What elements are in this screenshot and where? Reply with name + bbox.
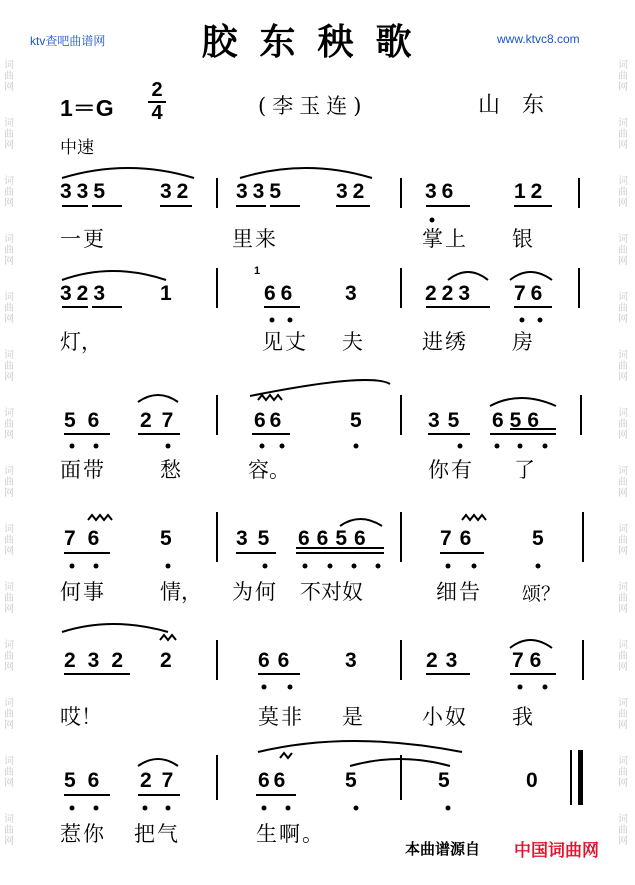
watermark-text: 词曲网 bbox=[618, 60, 628, 93]
note-group: 5 bbox=[345, 769, 357, 792]
octave-dot bbox=[538, 318, 543, 323]
slur bbox=[490, 398, 556, 406]
key-signature: 1＝G bbox=[60, 95, 114, 121]
octave-dot bbox=[263, 564, 268, 569]
octave-dot bbox=[520, 318, 525, 323]
lyric: 为何 bbox=[232, 580, 278, 604]
lyric: 一更 bbox=[60, 227, 106, 251]
header-left-link[interactable]: ktv查吧曲谱网 bbox=[30, 34, 106, 48]
octave-dot bbox=[70, 444, 75, 449]
octave-dot bbox=[143, 806, 148, 811]
watermark-text: 词曲网 bbox=[4, 118, 14, 151]
lyric: 把气 bbox=[134, 822, 180, 846]
lyric: 里来 bbox=[232, 227, 278, 251]
watermark-text: 词曲网 bbox=[4, 582, 14, 615]
watermark-text: 词曲网 bbox=[4, 814, 14, 847]
watermark-text: 词曲网 bbox=[4, 640, 14, 673]
octave-dot bbox=[354, 806, 359, 811]
note-group: 32 bbox=[336, 180, 370, 203]
octave-dot bbox=[70, 564, 75, 569]
slur bbox=[62, 168, 194, 178]
note-group: 335 bbox=[236, 180, 287, 203]
slur bbox=[250, 380, 390, 396]
note-group: 0 bbox=[526, 769, 538, 792]
lyric: 愁 bbox=[160, 458, 181, 482]
tempo-marking: 中速 bbox=[60, 138, 94, 158]
octave-dot bbox=[280, 444, 285, 449]
lyric: 莫非 bbox=[258, 705, 304, 729]
note-group: 27 bbox=[140, 409, 184, 432]
note-group: 76 bbox=[514, 282, 548, 305]
octave-dot bbox=[328, 564, 333, 569]
note-group: 12 bbox=[514, 180, 548, 203]
time-signature-bottom: 4 bbox=[148, 101, 166, 124]
watermark-text: 词曲网 bbox=[4, 756, 14, 789]
lyric: 容。 bbox=[248, 458, 290, 482]
lyric: 情， bbox=[160, 580, 202, 604]
watermark-text: 词曲网 bbox=[618, 756, 628, 789]
octave-dot bbox=[166, 806, 171, 811]
note-group: 2 bbox=[160, 649, 172, 672]
watermark-text: 词曲网 bbox=[618, 408, 628, 441]
lyric: 是 bbox=[342, 705, 363, 729]
watermark-text: 词曲网 bbox=[4, 350, 14, 383]
slur bbox=[258, 741, 462, 752]
note-group: 66 bbox=[258, 649, 298, 672]
note-group: 223 bbox=[425, 282, 476, 305]
octave-dot bbox=[376, 564, 381, 569]
note-group: 27 bbox=[140, 769, 184, 792]
lyric: 颂？ bbox=[522, 583, 561, 605]
note-group: 56 bbox=[64, 409, 112, 432]
watermark-text: 词曲网 bbox=[4, 524, 14, 557]
lyric: 何事 bbox=[60, 580, 106, 604]
octave-dot bbox=[286, 806, 291, 811]
lyric: 见丈 bbox=[262, 330, 308, 354]
source-site-link[interactable]: 中国词曲网 bbox=[514, 841, 599, 861]
slur bbox=[448, 272, 488, 280]
lyric: 细告 bbox=[436, 580, 482, 604]
octave-dot bbox=[458, 444, 463, 449]
mordent bbox=[160, 635, 176, 640]
note-group: 5 bbox=[438, 769, 450, 792]
note-group: 6656 bbox=[298, 527, 373, 550]
lyric: 灯， bbox=[60, 330, 102, 354]
octave-dot bbox=[288, 685, 293, 690]
watermark-text: 词曲网 bbox=[618, 118, 628, 151]
watermark-text: 词曲网 bbox=[4, 234, 14, 267]
lyric: 银 bbox=[512, 227, 533, 251]
note-group: 656 bbox=[492, 409, 546, 432]
lyric: 小奴 bbox=[422, 705, 468, 729]
note-group: 76 bbox=[64, 527, 112, 550]
watermark-text: 词曲网 bbox=[4, 408, 14, 441]
octave-dot bbox=[166, 564, 171, 569]
note-group: 3 bbox=[345, 282, 357, 305]
watermark-text: 词曲网 bbox=[4, 698, 14, 731]
note-group: 3 bbox=[345, 649, 357, 672]
watermark-text: 词曲网 bbox=[618, 640, 628, 673]
watermark-text: 词曲网 bbox=[4, 176, 14, 209]
lyric: 不对奴 bbox=[300, 580, 363, 604]
note-group: 66 bbox=[264, 282, 298, 305]
watermark-text: 词曲网 bbox=[4, 292, 14, 325]
octave-dot bbox=[536, 564, 541, 569]
octave-dot bbox=[495, 444, 500, 449]
watermark-text: 词曲网 bbox=[618, 350, 628, 383]
mordent bbox=[88, 515, 112, 520]
octave-dot bbox=[166, 444, 171, 449]
mordent bbox=[462, 515, 486, 520]
lyric: 房 bbox=[512, 330, 533, 354]
song-title: 胶东秧歌 bbox=[201, 21, 434, 63]
watermark-text: 词曲网 bbox=[618, 582, 628, 615]
octave-dot bbox=[543, 685, 548, 690]
note-group: 66 bbox=[254, 409, 286, 432]
slur bbox=[240, 168, 372, 178]
slur bbox=[138, 395, 178, 402]
note-group: 335 bbox=[60, 180, 111, 203]
octave-dot bbox=[94, 564, 99, 569]
mordent bbox=[280, 753, 292, 758]
note-group: 5 bbox=[160, 527, 172, 550]
note-group: 76 bbox=[512, 649, 548, 672]
watermark-text: 词曲网 bbox=[618, 466, 628, 499]
grace-note: 1 bbox=[254, 265, 261, 277]
note-group: 76 bbox=[440, 527, 480, 550]
note-group: 5 bbox=[350, 409, 362, 432]
octave-dot bbox=[288, 318, 293, 323]
octave-dot bbox=[94, 806, 99, 811]
octave-dot bbox=[430, 218, 435, 223]
watermark-text: 词曲网 bbox=[618, 234, 628, 267]
lyric: 夫 bbox=[342, 330, 363, 354]
slur bbox=[138, 759, 178, 766]
lyric: 生啊。 bbox=[256, 822, 325, 846]
octave-dot bbox=[70, 806, 75, 811]
lyric: 你有 bbox=[428, 458, 474, 482]
source-label: 本曲谱源自 bbox=[405, 840, 481, 858]
watermark-text: 词曲网 bbox=[4, 60, 14, 93]
octave-dot bbox=[354, 444, 359, 449]
credit: (李玉连) bbox=[258, 94, 368, 118]
lyric: 进绣 bbox=[422, 330, 468, 354]
octave-dot bbox=[260, 444, 265, 449]
watermark-text: 词曲网 bbox=[618, 698, 628, 731]
slur bbox=[510, 272, 552, 280]
note-group: 323 bbox=[60, 282, 111, 305]
watermark-text: 词曲网 bbox=[4, 466, 14, 499]
note-group: 36 bbox=[425, 180, 459, 203]
lyric: 掌上 bbox=[422, 227, 468, 251]
octave-dot bbox=[518, 685, 523, 690]
octave-dot bbox=[94, 444, 99, 449]
note-group: 23 bbox=[426, 649, 466, 672]
octave-dot bbox=[446, 564, 451, 569]
octave-dot bbox=[262, 806, 267, 811]
origin: 山东 bbox=[478, 93, 567, 118]
octave-dot bbox=[446, 806, 451, 811]
lyric: 面带 bbox=[60, 458, 106, 482]
slur bbox=[340, 519, 382, 526]
note-group: 35 bbox=[428, 409, 468, 432]
lyric: 我 bbox=[512, 705, 533, 729]
watermark-text: 词曲网 bbox=[618, 524, 628, 557]
note-group: 5 bbox=[532, 527, 544, 550]
note-group: 1 bbox=[160, 282, 172, 305]
octave-dot bbox=[303, 564, 308, 569]
header-right-link[interactable]: www.ktvc8.com bbox=[497, 32, 580, 46]
slur bbox=[62, 624, 168, 632]
note-group: 32 bbox=[160, 180, 194, 203]
watermark-text: 词曲网 bbox=[618, 292, 628, 325]
note-group: 56 bbox=[64, 769, 112, 792]
octave-dot bbox=[543, 444, 548, 449]
lyric: 惹你 bbox=[60, 822, 106, 846]
octave-dot bbox=[472, 564, 477, 569]
watermark-text: 词曲网 bbox=[618, 814, 628, 847]
slur bbox=[62, 271, 166, 280]
slur bbox=[510, 640, 552, 648]
octave-dot bbox=[352, 564, 357, 569]
lyric: 哎！ bbox=[60, 705, 102, 729]
octave-dot bbox=[262, 685, 267, 690]
lyric: 了 bbox=[514, 458, 535, 482]
note-group: 35 bbox=[236, 527, 280, 550]
time-signature-top: 2 bbox=[151, 79, 163, 101]
mordent bbox=[258, 395, 282, 400]
octave-dot bbox=[518, 444, 523, 449]
note-group: 232 bbox=[64, 649, 136, 672]
note-group: 66 bbox=[258, 769, 290, 792]
slur bbox=[350, 759, 450, 766]
watermark-text: 词曲网 bbox=[618, 176, 628, 209]
octave-dot bbox=[270, 318, 275, 323]
